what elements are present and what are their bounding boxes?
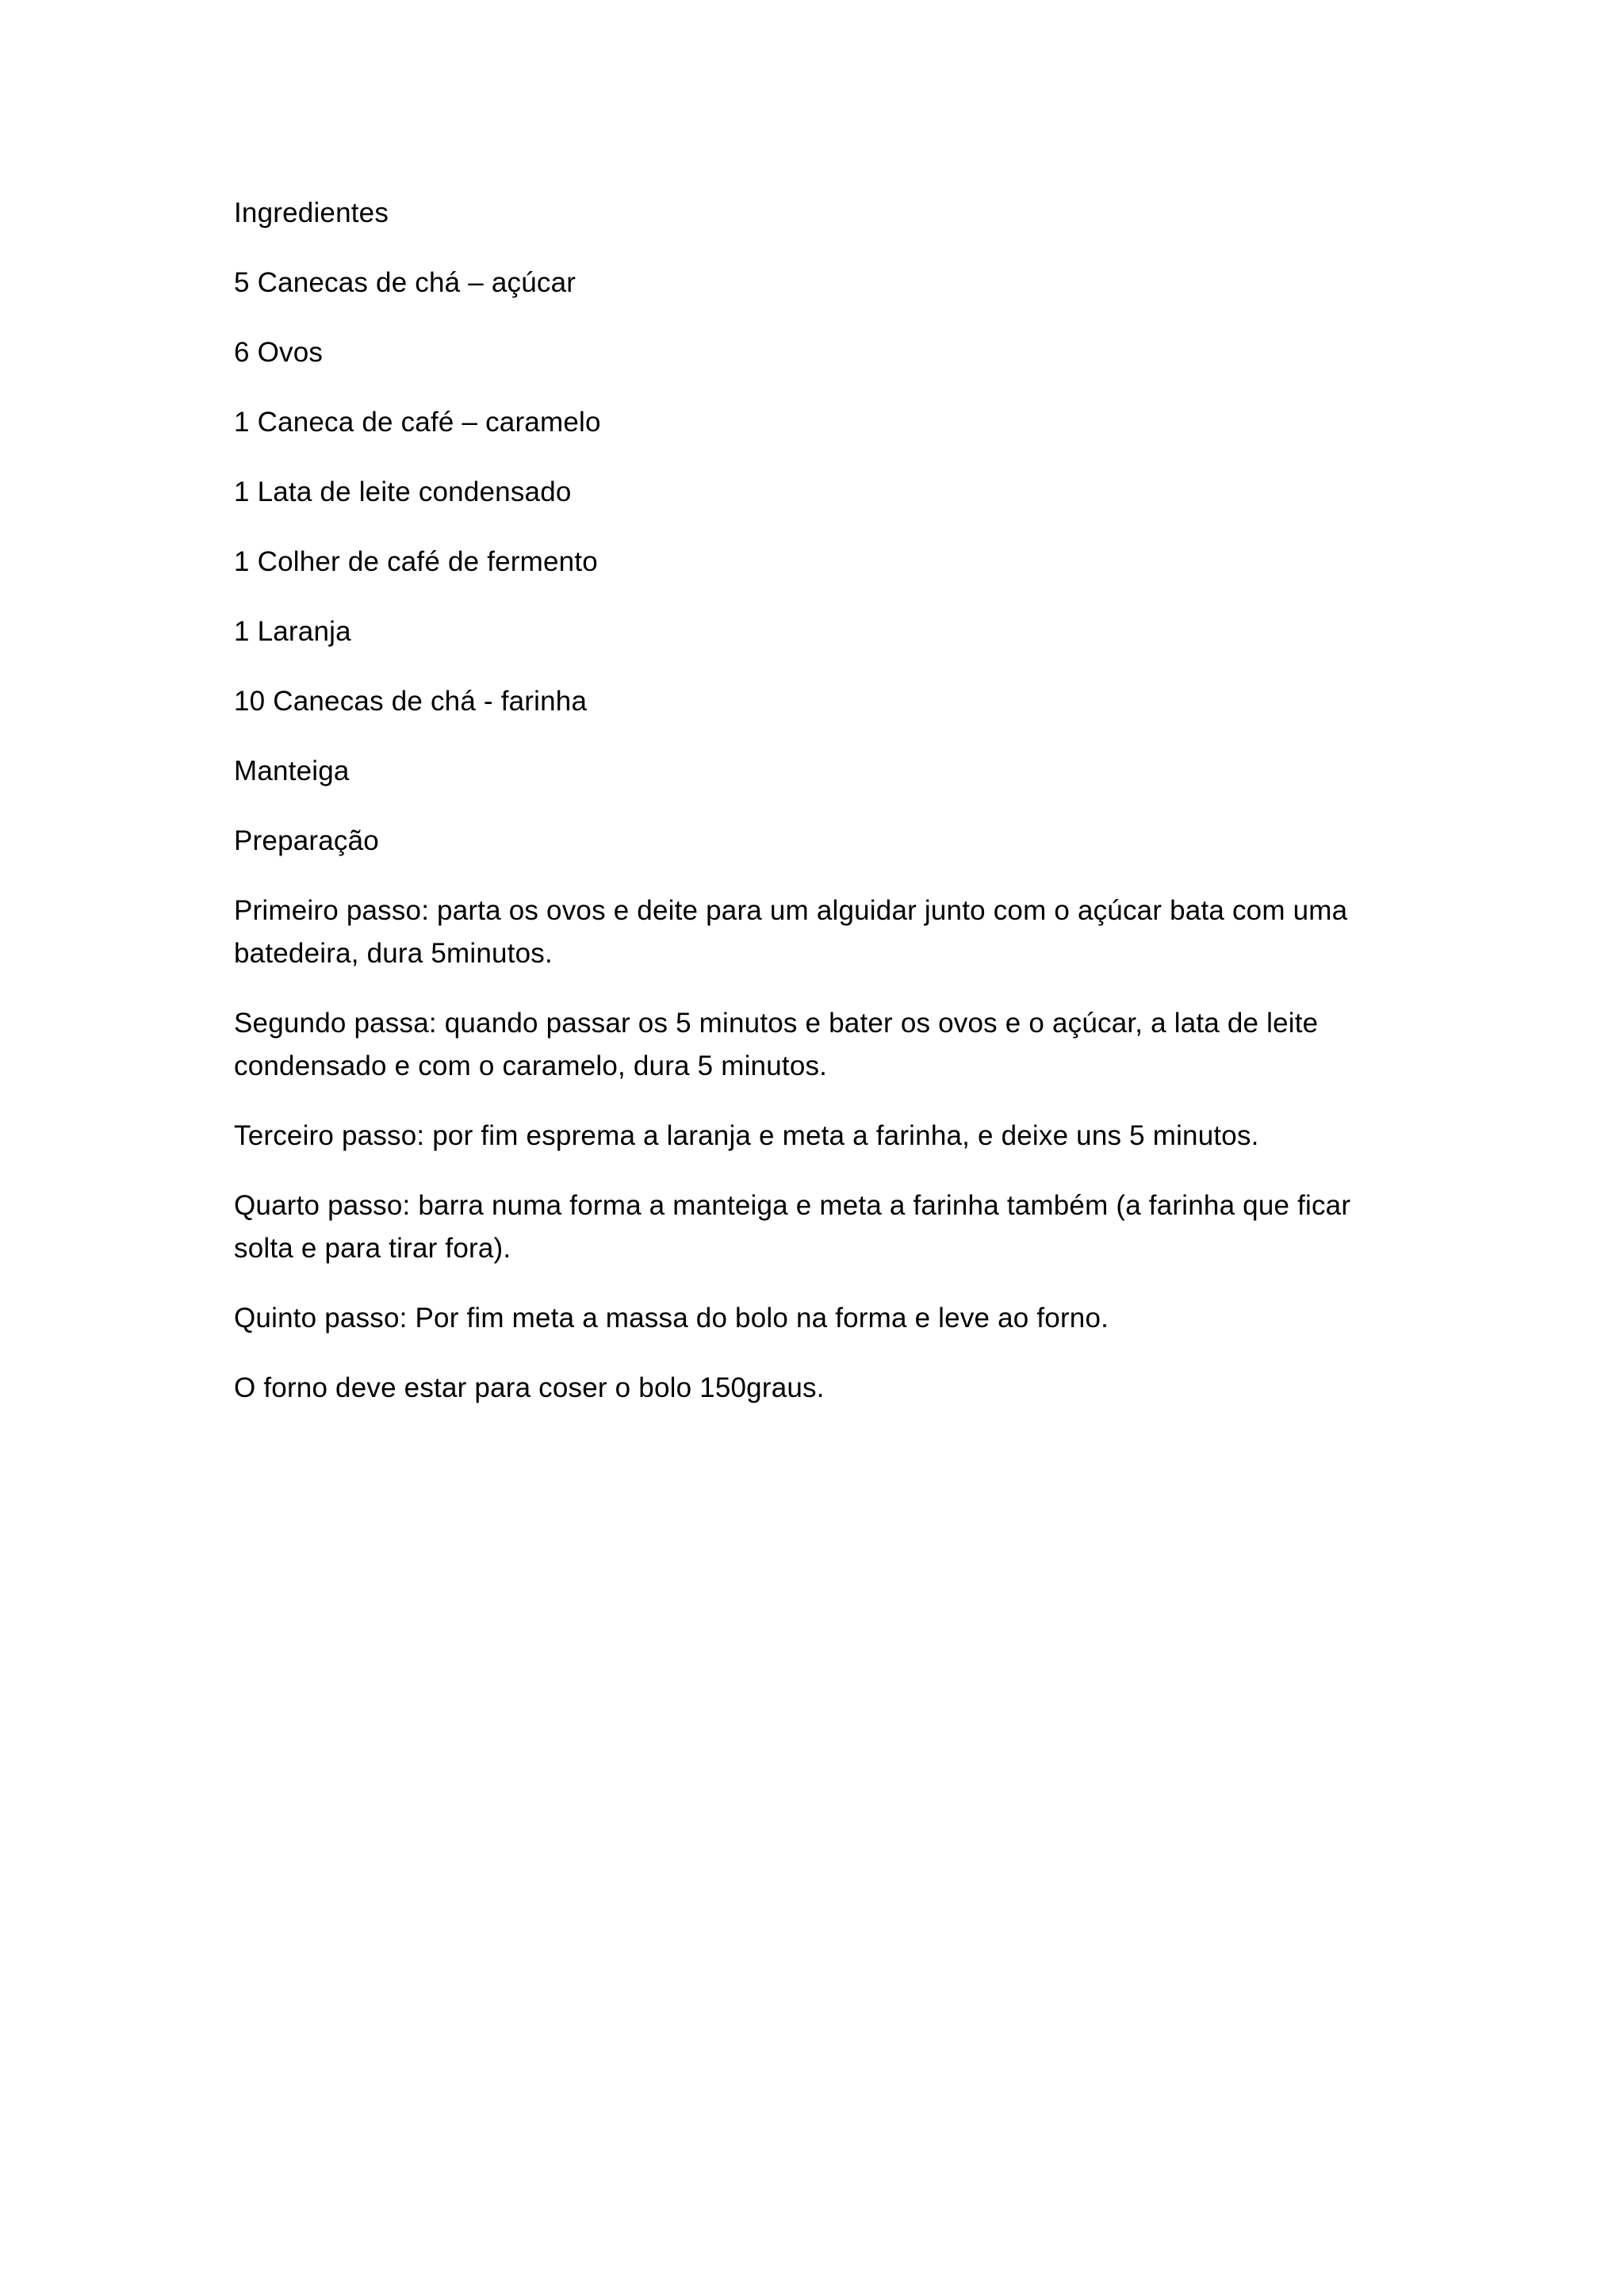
ingredient-item: 5 Canecas de chá – açúcar bbox=[234, 267, 576, 298]
ingredient-item: 1 Caneca de café – caramelo bbox=[234, 407, 601, 438]
ingredients-heading: Ingredientes bbox=[234, 197, 389, 228]
preparation-step: Primeiro passo: parta os ovos e deite para um alguidar junto com o açúcar bata com uma batedeira, dura 5minutos. bbox=[234, 895, 1348, 969]
document-page bbox=[234, 192, 1360, 1437]
ingredient-item: 1 Colher de café de fermento bbox=[234, 546, 598, 577]
ingredient-item: 10 Canecas de chá - farinha bbox=[234, 686, 588, 717]
preparation-step: Terceiro passo: por fim esprema a laranja e meta a farinha, e deixe uns 5 minutos. bbox=[234, 1120, 1259, 1151]
preparation-step: Quarto passo: barra numa forma a manteiga e meta a farinha também (a farinha que ficar solta e para tirar fora). bbox=[234, 1190, 1351, 1264]
preparation-heading: Preparação bbox=[234, 825, 379, 856]
preparation-step: Quinto passo: Por fim meta a massa do bolo na forma e leve ao forno. bbox=[234, 1303, 1109, 1334]
preparation-step: O forno deve estar para coser o bolo 150graus. bbox=[234, 1372, 825, 1403]
preparation-step: Segundo passa: quando passar os 5 minutos e bater os ovos e o açúcar, a lata de leite condensado e com o caramelo, dura 5 minutos. bbox=[234, 1008, 1319, 1081]
ingredient-item: 1 Lata de leite condensado bbox=[234, 476, 572, 507]
ingredient-item: 6 Ovos bbox=[234, 337, 324, 368]
ingredient-item: 1 Laranja bbox=[234, 616, 351, 647]
ingredient-item: Manteiga bbox=[234, 756, 350, 786]
